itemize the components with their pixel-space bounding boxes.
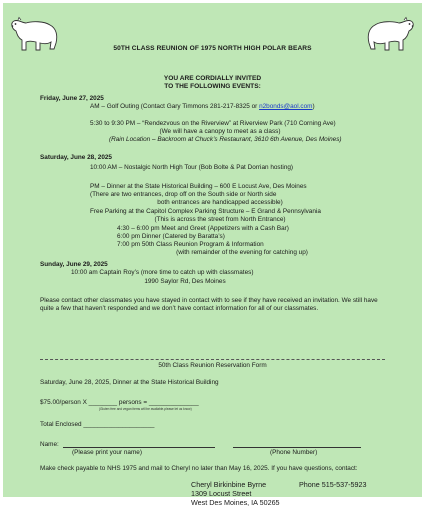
captain-roys-address: 1990 Saylor Rd, Des Moines	[144, 278, 226, 285]
price-field[interactable]: $75.00/person X ________ persons = ______________	[40, 399, 199, 406]
saturday-heading: Saturday, June 28, 2025	[40, 154, 112, 161]
golf-outing-text: AM – Golf Outing (Contact Gary Timmons 281-217-8325 or	[90, 103, 260, 110]
riverview-canopy: (We will have a canopy to meet as a class)	[159, 128, 281, 135]
captain-roys: 10:00 am Captain Roy’s (more time to catch up with classmates)	[71, 269, 254, 276]
friday-heading: Friday, June 27, 2025	[40, 95, 104, 102]
divider	[40, 359, 385, 360]
schedule-program: 7:00 pm 50th Class Reunion Program & Information	[117, 241, 264, 248]
invite-line-1: YOU ARE CORDIALLY INVITED	[163, 75, 262, 82]
contact-city: West Des Moines, IA 50265	[191, 498, 280, 507]
mailing-instructions: Make check payable to NHS 1975 and mail to Cheryl no later than May 16, 2025. If you have questions, contact:	[40, 465, 358, 472]
dinner-accessibility: both entrances are handicapped accessible)	[157, 199, 283, 206]
polar-bear-icon	[6, 9, 62, 53]
invitation-sheet	[3, 3, 422, 507]
golf-outing-end: )	[312, 103, 315, 110]
schedule-remainder: (with remainder of the evening for catching up)	[176, 249, 308, 256]
total-enclosed-field[interactable]: Total Enclosed ____________________	[40, 421, 155, 428]
polar-bear-icon	[363, 9, 419, 53]
dinner-location: PM – Dinner at the State Historical Building – 600 E Locust Ave, Des Moines	[90, 183, 307, 190]
riverview-event: 5:30 to 9:30 PM – “Rendezvous on the Riverview” at Riverview Park (710 Corning Ave)	[90, 120, 336, 127]
contact-street: 1309 Locust Street	[191, 489, 252, 498]
riverview-rain-location: (Rain Location – Backroom at Chuck’s Restaurant, 3610 6th Avenue, Des Moines)	[109, 136, 342, 143]
invite-line-2: TO THE FOLLOWING EVENTS:	[164, 83, 261, 90]
contact-phone: Phone 515-537-5923	[299, 480, 367, 489]
dietary-fine-print: (Gluten free and vegan items will be available-please let us know)	[99, 407, 192, 411]
parking-info: Free Parking at the Capitol Complex Parking Structure – E Grand & Pennsylvania	[90, 208, 321, 215]
contact-name: Cheryl Birkinbine Byrne	[191, 480, 267, 489]
golf-outing	[90, 103, 315, 111]
reservation-form-title: 50th Class Reunion Reservation Form	[158, 362, 267, 369]
form-event-line: Saturday, June 28, 2025, Dinner at the State Historical Building	[40, 379, 219, 386]
phone-field-hint: (Phone Number)	[270, 449, 318, 456]
classmate-notice: Please contact other classmates you have stayed in contact with to see if they have received an invitation. We still have quite a few that haven’t responded and we don’t have contact information for all of our classmates.	[40, 297, 378, 312]
dinner-entrances: (There are two entrances, drop off on the South side or North side	[90, 191, 277, 198]
name-field-hint: (Please print your name)	[72, 449, 142, 456]
north-high-tour: 10:00 AM – Nostalgic North High Tour (Bob Bolte & Pat Dorrian hosting)	[90, 164, 294, 171]
invite-heading	[3, 75, 422, 91]
sunday-heading: Sunday, June 29, 2025	[40, 261, 108, 268]
schedule-meet-greet: 4:30 – 6:00 pm Meet and Greet (Appetizers with a Cash Bar)	[117, 225, 289, 232]
phone-field[interactable]	[233, 441, 361, 448]
schedule-dinner: 6:00 pm Dinner (Catered by Baratta’s)	[117, 233, 225, 240]
page-title: 50TH CLASS REUNION OF 1975 NORTH HIGH POLAR BEARS	[113, 45, 312, 52]
name-field-label: Name:	[40, 441, 59, 448]
name-field[interactable]	[63, 441, 215, 448]
golf-email-link[interactable]: n2bonds@aol.com	[259, 103, 313, 110]
parking-note: (This is across the street from North Entrance)	[154, 216, 286, 223]
